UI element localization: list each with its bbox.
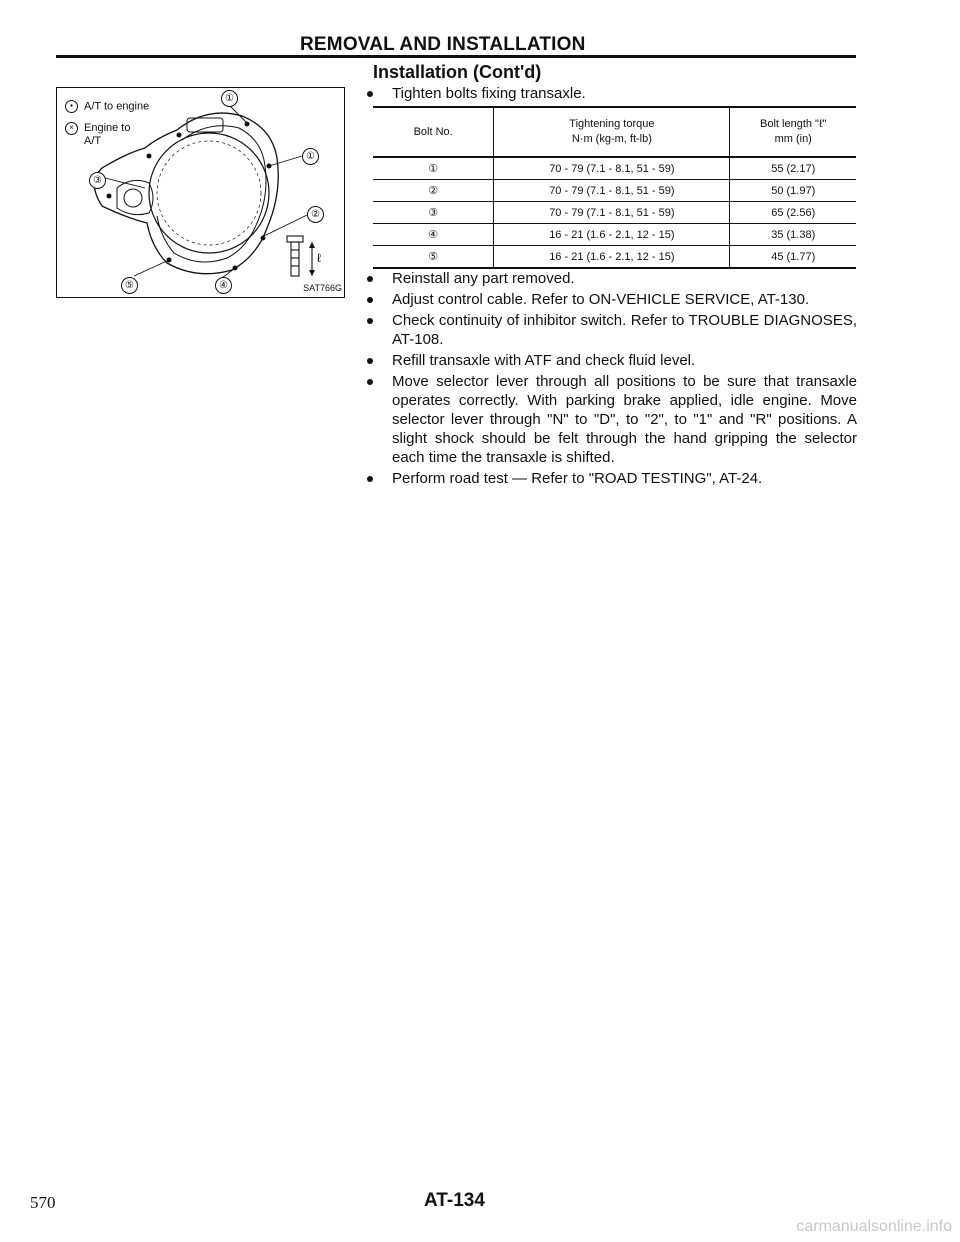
bolt-location-figure xyxy=(56,87,345,298)
table-header-row xyxy=(373,107,856,157)
page-code: AT-134 xyxy=(424,1190,485,1211)
callout-bolt-5: ⑤ xyxy=(121,277,138,294)
cell-torque: 70 - 79 (7.1 - 8.1, 51 - 59) xyxy=(494,180,730,202)
cell-bolt-no: ② xyxy=(373,180,494,202)
cell-length: 55 (2.17) xyxy=(730,157,856,180)
table-row xyxy=(373,202,856,224)
table-row xyxy=(373,157,856,180)
instruction-item: Check continuity of inhibitor switch. Refer to TROUBLE DIAGNOSES, AT-108. xyxy=(365,311,857,349)
cell-length: 65 (2.56) xyxy=(730,202,856,224)
cell-bolt-no: ① xyxy=(373,157,494,180)
callout-bolt-2: ② xyxy=(307,206,324,223)
header-bolt-length: Bolt length "ℓ" mm (in) xyxy=(730,107,856,157)
table-row xyxy=(373,224,856,246)
instruction-list xyxy=(365,269,857,488)
header-rule xyxy=(56,55,856,58)
bolt-length-symbol: ℓ xyxy=(317,251,321,265)
instruction-item: Move selector lever through all positions to be sure that transaxle operates correctly. With parking brake applied, idle engine. Move selector lever through "N" to "D", to "2", to "1" and "R" positions. A slight shock should be felt through the hand gripping the selector each time the transaxle is shifted. xyxy=(365,372,857,467)
callout-bolt-3: ③ xyxy=(89,172,106,189)
cell-torque: 70 - 79 (7.1 - 8.1, 51 - 59) xyxy=(494,157,730,180)
legend-cross-symbol: × xyxy=(65,122,78,135)
cell-torque: 70 - 79 (7.1 - 8.1, 51 - 59) xyxy=(494,202,730,224)
section-title: REMOVAL AND INSTALLATION xyxy=(300,34,586,55)
figure-code: SAT766G xyxy=(303,283,342,293)
intro-bullet-list xyxy=(365,84,857,103)
header-tightening-torque: Tightening torque N·m (kg-m, ft-lb) xyxy=(494,107,730,157)
instruction-item: Reinstall any part removed. xyxy=(365,269,857,288)
cell-bolt-no: ④ xyxy=(373,224,494,246)
table-row xyxy=(373,246,856,269)
instruction-item: Perform road test — Refer to "ROAD TESTING", AT-24. xyxy=(365,469,857,488)
watermark: carmanualsonline.info xyxy=(796,1218,952,1235)
cell-torque: 16 - 21 (1.6 - 2.1, 12 - 15) xyxy=(494,224,730,246)
page-number: 570 xyxy=(30,1193,56,1212)
callout-bolt-1-top: ① xyxy=(221,90,238,107)
header-bolt-no: Bolt No. xyxy=(373,107,494,157)
cell-bolt-no: ⑤ xyxy=(373,246,494,269)
cell-bolt-no: ③ xyxy=(373,202,494,224)
cell-torque: 16 - 21 (1.6 - 2.1, 12 - 15) xyxy=(494,246,730,269)
instruction-item: Refill transaxle with ATF and check fluid level. xyxy=(365,351,857,370)
table-row xyxy=(373,180,856,202)
legend-label: A/T to engine xyxy=(84,100,150,113)
transaxle-case-illustration xyxy=(57,88,346,299)
cell-length: 35 (1.38) xyxy=(730,224,856,246)
instruction-item: Adjust control cable. Refer to ON-VEHICLE SERVICE, AT-130. xyxy=(365,290,857,309)
bolt-torque-table xyxy=(373,106,856,269)
callout-bolt-1-right: ① xyxy=(302,148,319,165)
legend-dot-symbol: • xyxy=(65,100,78,113)
legend-engine-to-at xyxy=(65,122,130,148)
callout-bolt-4: ④ xyxy=(215,277,232,294)
cell-length: 45 (1.77) xyxy=(730,246,856,269)
legend-label: Engine to A/T xyxy=(84,122,131,147)
cell-length: 50 (1.97) xyxy=(730,180,856,202)
legend-ato-engine xyxy=(65,100,149,113)
subsection-title: Installation (Cont'd) xyxy=(373,62,542,82)
instruction-item: Tighten bolts fixing transaxle. xyxy=(365,84,857,103)
